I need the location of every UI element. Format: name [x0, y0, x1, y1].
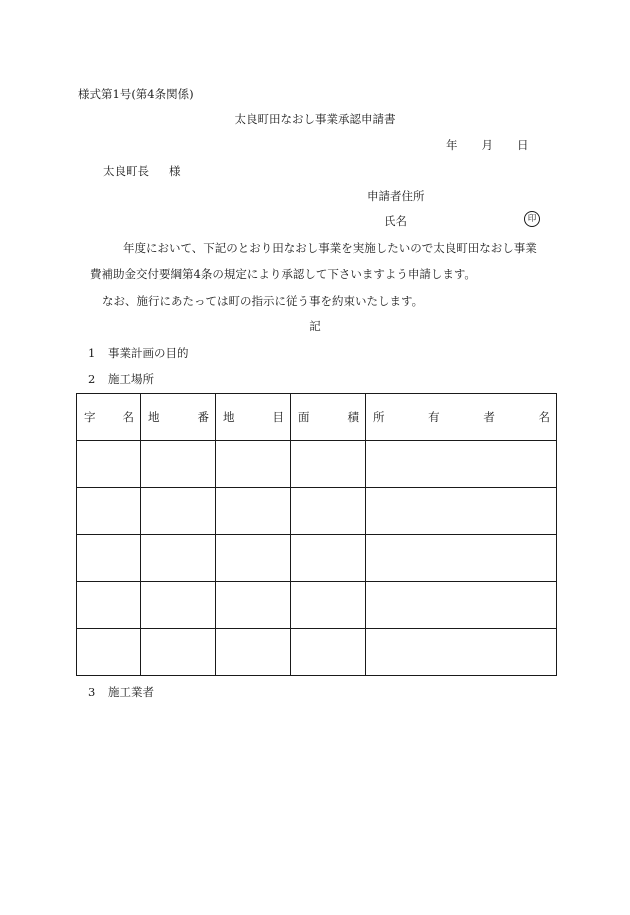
- table-cell[interactable]: [77, 441, 141, 488]
- section-label: 事業計画の目的: [108, 346, 189, 360]
- section-number: 1: [88, 346, 96, 360]
- body-line-1: 年度において、下記のとおり田なおし事業を実施したいので太良町田なおし事業: [123, 241, 537, 255]
- site-table: [76, 393, 557, 676]
- table-cell[interactable]: [216, 582, 291, 629]
- section-contractor: [88, 684, 154, 700]
- table-cell[interactable]: [77, 535, 141, 582]
- seal-mark: 印: [524, 211, 540, 227]
- section-number: 2: [88, 372, 96, 386]
- section-label: 施工業者: [108, 685, 154, 699]
- table-row: [77, 582, 557, 629]
- table-cell[interactable]: [141, 441, 216, 488]
- table-cell[interactable]: [77, 582, 141, 629]
- table-row: [77, 629, 557, 676]
- col-header-chiban: 地 番: [141, 394, 216, 441]
- col-header-chimoku: 地 目: [216, 394, 291, 441]
- table-cell[interactable]: [366, 629, 557, 676]
- form-number: 様式第1号(第4条関係): [78, 87, 194, 101]
- table-cell[interactable]: [77, 488, 141, 535]
- table-cell[interactable]: [216, 629, 291, 676]
- table-cell[interactable]: [291, 582, 366, 629]
- table-row: [77, 488, 557, 535]
- ki-heading: 記: [309, 319, 321, 333]
- table-cell[interactable]: [366, 441, 557, 488]
- table-cell[interactable]: [291, 488, 366, 535]
- section-site: [88, 371, 154, 387]
- table-cell[interactable]: [141, 488, 216, 535]
- col-header-aza: 字 名: [77, 394, 141, 441]
- date-line: [446, 137, 529, 153]
- table-cell[interactable]: [141, 582, 216, 629]
- section-number: 3: [88, 685, 96, 699]
- date-year-label: 年: [446, 138, 458, 152]
- table-cell[interactable]: [366, 582, 557, 629]
- table-cell[interactable]: [366, 535, 557, 582]
- applicant-name-label: 氏名: [384, 214, 407, 228]
- body-line-2: 費補助金交付要綱第4条の規定により承認して下さいますよう申請します。: [90, 267, 476, 281]
- addressee-name: 太良町長: [103, 164, 149, 178]
- addressee: [103, 163, 181, 179]
- table-cell[interactable]: [216, 535, 291, 582]
- table-header-row: [77, 394, 557, 441]
- date-day-label: 日: [517, 138, 529, 152]
- table-cell[interactable]: [366, 488, 557, 535]
- document-title: 太良町田なおし事業承認申請書: [234, 112, 396, 126]
- col-header-owner: 所 有 者 名: [366, 394, 557, 441]
- section-label: 施工場所: [108, 372, 154, 386]
- table-cell[interactable]: [141, 535, 216, 582]
- addressee-honorific: 様: [169, 164, 181, 178]
- table-cell[interactable]: [291, 629, 366, 676]
- table-row: [77, 535, 557, 582]
- col-header-menseki: 面 積: [291, 394, 366, 441]
- section-purpose: [88, 345, 189, 361]
- table-cell[interactable]: [216, 441, 291, 488]
- table-cell[interactable]: [291, 441, 366, 488]
- date-month-label: 月: [481, 138, 493, 152]
- table-cell[interactable]: [77, 629, 141, 676]
- table-cell[interactable]: [291, 535, 366, 582]
- table-row: [77, 441, 557, 488]
- body-line-3: なお、施行にあたっては町の指示に従う事を約束いたします。: [102, 294, 424, 308]
- applicant-address-label: 申請者住所: [367, 189, 425, 203]
- table-cell[interactable]: [216, 488, 291, 535]
- table-cell[interactable]: [141, 629, 216, 676]
